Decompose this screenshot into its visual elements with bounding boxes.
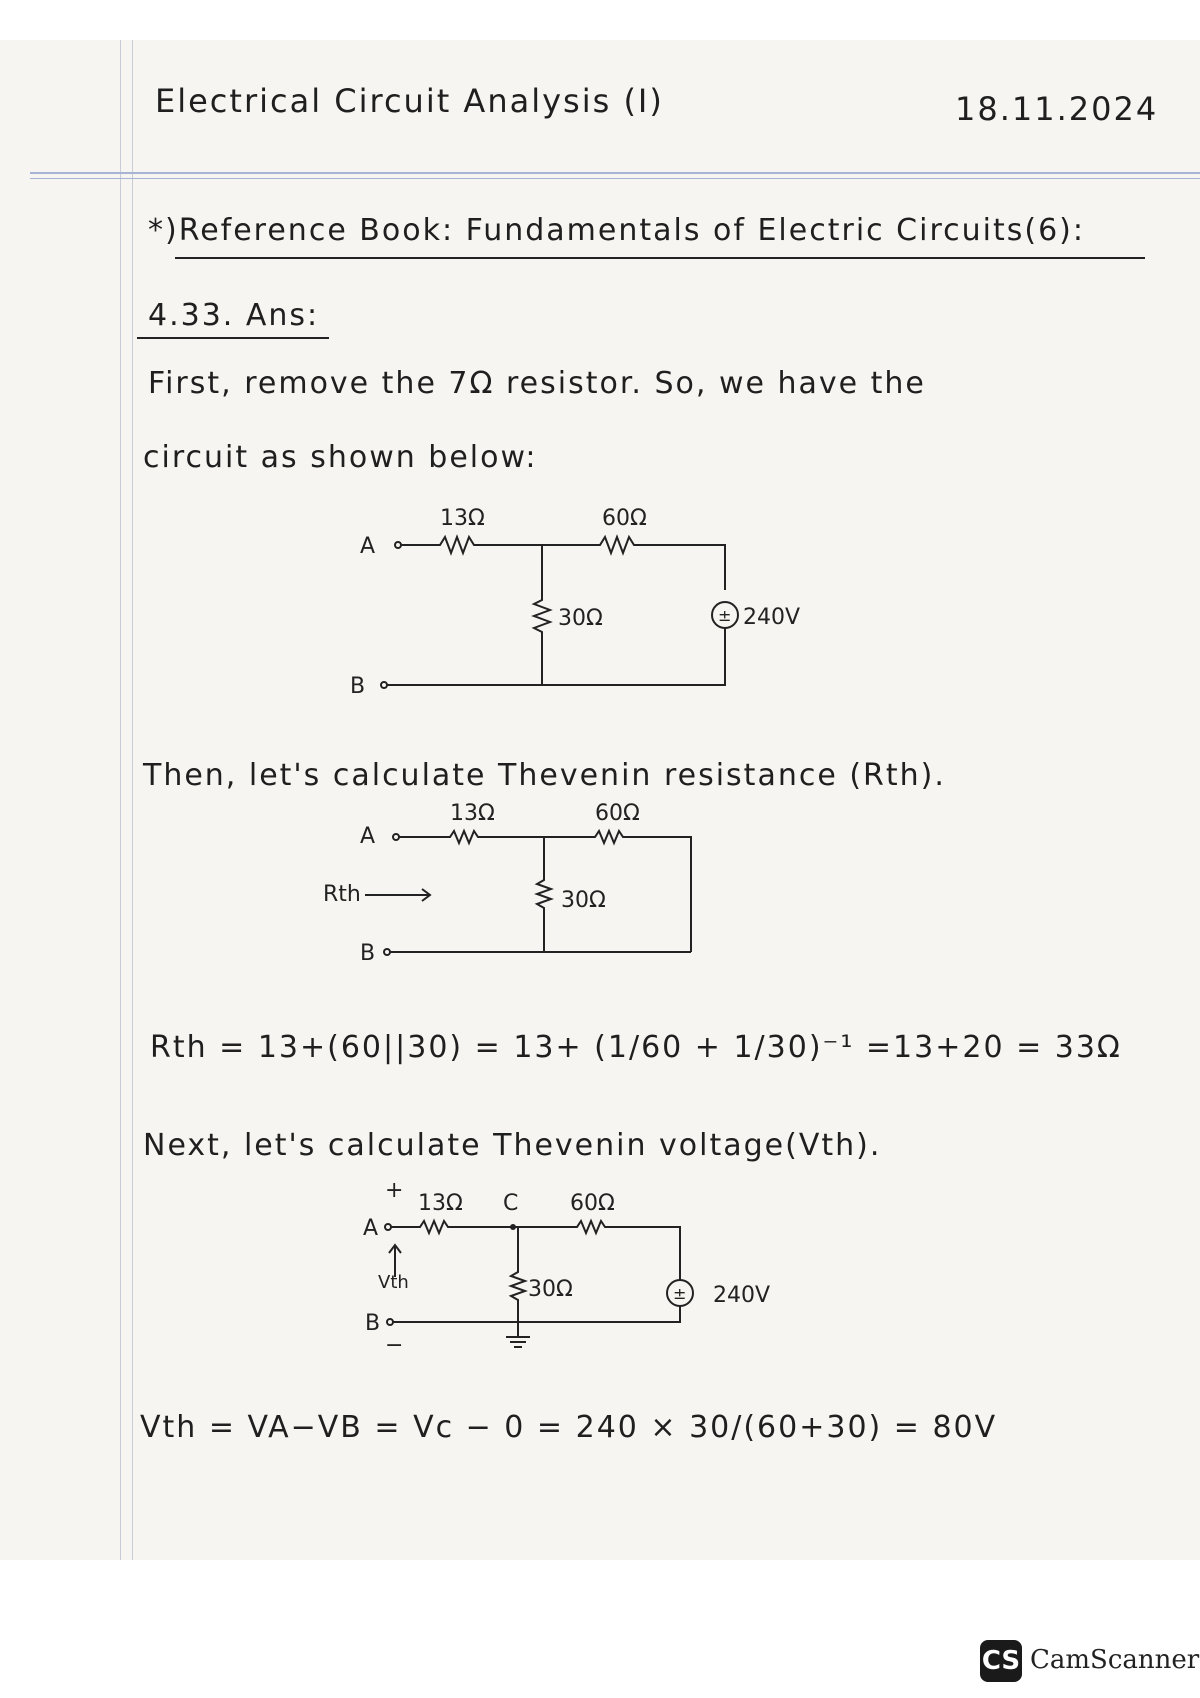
rth-equation: Rth = 13+(60||30) = 13+ (1/60 + 1/30)⁻¹ =13+20 = 33Ω <box>150 1030 1122 1065</box>
node-a-label: A <box>360 534 376 559</box>
ground-symbol <box>506 1322 530 1347</box>
camscanner-logo: CS <box>980 1640 1022 1682</box>
resistor-13-label: 13Ω <box>418 1191 463 1216</box>
circuit-diagram-2 <box>315 795 715 975</box>
resistor-60-label: 60Ω <box>602 506 647 531</box>
margin-line <box>120 40 121 1560</box>
node-b-label: B <box>365 1311 381 1336</box>
node-a-label: A <box>360 824 376 849</box>
resistor-30-label: 30Ω <box>528 1277 573 1302</box>
reference-line: *)Reference Book: Fundamentals of Electric Circuits(6): <box>148 213 1085 248</box>
resistor-30-label: 30Ω <box>561 888 606 913</box>
course-title: Electrical Circuit Analysis (I) <box>155 82 664 120</box>
resistor-30-label: 30Ω <box>558 606 603 631</box>
resistor-13-label: 13Ω <box>440 506 485 531</box>
terminal-b <box>387 1319 393 1325</box>
bottom-wire <box>387 628 725 685</box>
circuit-diagram-3 <box>355 1180 835 1360</box>
date: 18.11.2024 <box>955 90 1159 128</box>
resistor-60 <box>540 537 725 590</box>
rth-step-text: Then, let's calculate Thevenin resistance (Rth). <box>143 758 946 793</box>
minus-sign: − <box>385 1333 404 1358</box>
voltage-source-label: 240V <box>743 605 801 630</box>
vth-step-text: Next, let's calculate Thevenin voltage(Vth). <box>143 1128 882 1163</box>
resistor-13 <box>391 1221 513 1233</box>
margin-line <box>132 40 133 1560</box>
camscanner-text: CamScanner <box>1030 1645 1200 1675</box>
voltage-source-label: 240V <box>713 1283 771 1308</box>
resistor-60-label: 60Ω <box>570 1191 615 1216</box>
problem-text-line2: circuit as shown below: <box>143 440 538 475</box>
svg-text:±: ± <box>718 606 732 625</box>
resistor-60-label: 60Ω <box>595 801 640 826</box>
resistor-30 <box>537 837 551 952</box>
resistor-30 <box>511 1227 525 1322</box>
terminal-a <box>393 834 399 840</box>
resistor-13 <box>399 831 545 843</box>
circuit-diagram-1 <box>340 500 840 700</box>
svg-text:±: ± <box>673 1284 687 1303</box>
reference-underline <box>175 257 1145 259</box>
plus-sign: + <box>385 1178 404 1203</box>
rth-label: Rth <box>323 882 361 907</box>
vth-equation: Vth = VA−VB = Vc − 0 = 240 × 30/(60+30) = 80V <box>140 1410 998 1445</box>
header-rule <box>30 178 1200 179</box>
problem-text-line1: First, remove the 7Ω resistor. So, we have the <box>148 366 926 401</box>
resistor-13 <box>401 537 540 553</box>
node-b-label: B <box>350 674 366 699</box>
node-b-label: B <box>360 941 376 966</box>
problem-underline <box>137 337 329 339</box>
terminal-b <box>384 949 390 955</box>
rth-arrow <box>365 889 430 901</box>
problem-number: 4.33. Ans: <box>148 298 320 333</box>
terminal-a <box>395 542 401 548</box>
resistor-30 <box>534 545 550 685</box>
resistor-13-label: 13Ω <box>450 801 495 826</box>
terminal-a <box>385 1224 391 1230</box>
terminal-b <box>381 682 387 688</box>
resistor-60 <box>513 1221 680 1280</box>
header-rule <box>30 172 1200 174</box>
node-a-label: A <box>363 1216 379 1241</box>
bottom-wire <box>393 1306 680 1322</box>
node-c-label: C <box>503 1191 519 1216</box>
vth-label: Vth <box>378 1272 409 1293</box>
